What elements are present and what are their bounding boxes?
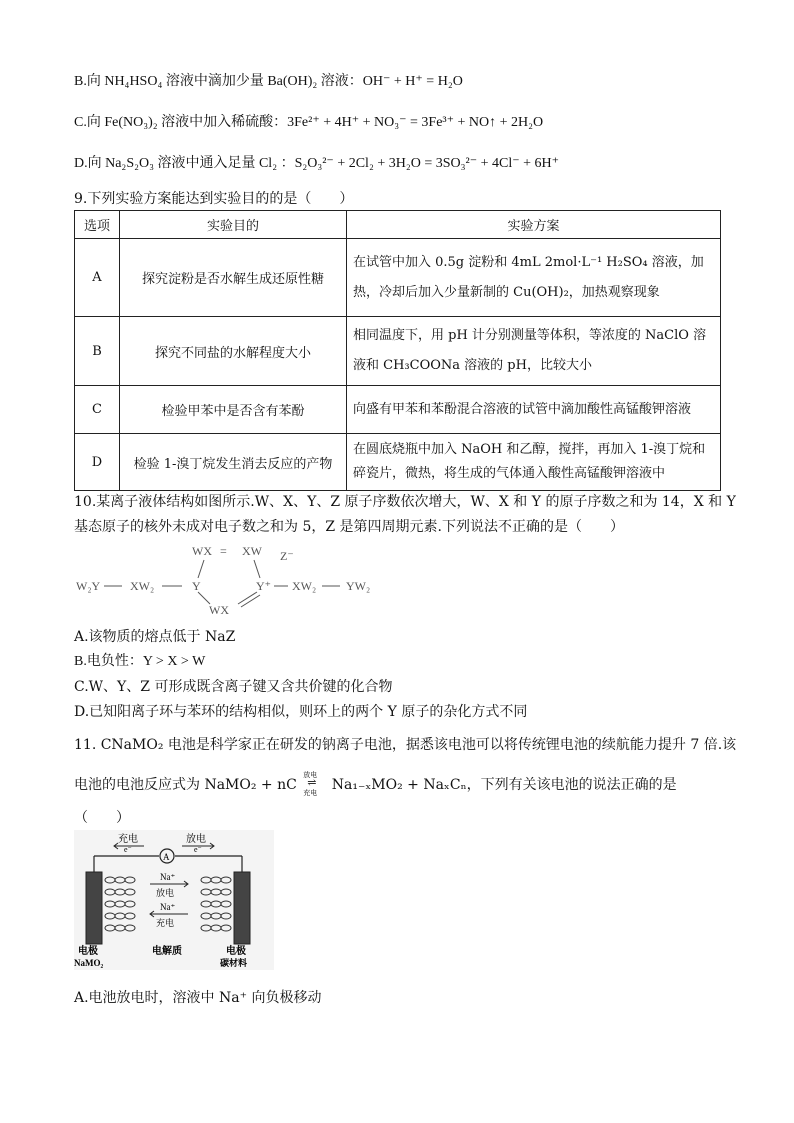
q10-option-d: D.已知阳离子环与苯环的结构相似，则环上的两个 Y 原子的杂化方式不同 xyxy=(74,704,528,720)
q11-stem-line3: （ ） xyxy=(74,810,130,826)
right-electrode-plate xyxy=(234,872,250,944)
arrow-label-discharge: 放电 xyxy=(303,771,318,779)
left-electrode-label: 电极 xyxy=(78,946,98,957)
electrolyte-label: 电解质 xyxy=(152,946,182,957)
row-option: B xyxy=(75,317,120,386)
q8-option-d: D.向 Na₂S₂O₃ 溶液中通入足量 Cl₂ ：S₂O₃²⁻ + 2Cl₂ + 3H₂O = 3SO₃²⁻ + 4Cl⁻ + 6H⁺ xyxy=(74,156,559,171)
yw2-label: YW₂ xyxy=(346,579,371,593)
row-aim: 检验甲苯中是否含有苯酚 xyxy=(120,386,347,434)
q10-option-c: C.W、Y、Z 可形成既含离子键又含共价键的化合物 xyxy=(74,679,393,695)
table-row xyxy=(75,317,721,386)
xw2-left-label: XW₂ xyxy=(130,579,155,593)
left-electrode-material: NaMO₂ xyxy=(74,958,104,968)
row-aim: 探究不同盐的水解程度大小 xyxy=(120,317,347,386)
na-ion-top: Na⁺ xyxy=(160,872,176,882)
q11-reaction-left: 电池的电池反应式为 NaMO₂ + nC xyxy=(74,777,297,793)
charge-label-top: 充电 xyxy=(118,834,138,845)
q11-option-a: A.电池放电时，溶液中 Na⁺ 向负极移动 xyxy=(74,990,322,1006)
na-ion-bottom: Na⁺ xyxy=(160,902,176,912)
q10-stem-line2: 基态原子的核外未成对电子数之和为 5，Z 是第四周期元素.下列说法不正确的是（ ） xyxy=(74,519,624,535)
anion-z-label: Z⁻ xyxy=(280,549,294,563)
y-cation-label: Y⁺ xyxy=(256,579,271,593)
ammeter-label: A xyxy=(163,852,170,862)
row-aim: 探究淀粉是否水解生成还原性糖 xyxy=(120,239,347,317)
row-option: C xyxy=(75,386,120,434)
electron-label-right: e⁻ xyxy=(194,845,202,854)
double-bond-sign: = xyxy=(220,544,227,558)
q11-reaction-right: Na₁₋ₓMO₂ + NaₓCₙ，下列有关该电池的说法正确的是 xyxy=(331,777,677,793)
row-plan: 相同温度下，用 pH 计分别测量等体积，等浓度的 NaClO 溶液和 CH₃COONa 溶液的 pH，比较大小 xyxy=(347,317,721,386)
left-electrode-plate xyxy=(86,872,102,944)
y-ring-left-label: Y xyxy=(192,579,201,593)
xw2-right-label: XW₂ xyxy=(292,579,317,593)
header-option: 选项 xyxy=(75,211,120,239)
charge-label-middle: 充电 xyxy=(156,918,175,928)
q10-option-b: B.电负性：Y > X > W xyxy=(74,654,206,669)
header-plan: 实验方案 xyxy=(347,211,721,239)
reversible-arrow xyxy=(301,771,327,797)
q8-option-b: B.向 NH₄HSO₄ 溶液中滴加少量 Ba(OH)₂ 溶液：OH⁻ + H⁺ = H₂O xyxy=(74,74,463,89)
discharge-label-top: 放电 xyxy=(186,834,206,845)
q9-stem: 9.下列实验方案能达到实验目的的是（ ） xyxy=(74,191,354,207)
arrow-glyph: ⇌ xyxy=(307,776,317,789)
q10-option-a: A.该物质的熔点低于 NaZ xyxy=(74,629,236,645)
row-option: D xyxy=(75,434,120,491)
row-plan: 向盛有甲苯和苯酚混合溶液的试管中滴加酸性高锰酸钾溶液 xyxy=(347,386,721,434)
table-header-row xyxy=(75,211,721,239)
wx-bottom-label: WX xyxy=(209,603,229,617)
arrow-label-charge: 充电 xyxy=(303,789,318,797)
electron-label-left: e⁻ xyxy=(124,845,132,854)
battery-diagram xyxy=(74,830,274,970)
w2y-label: W₂Y xyxy=(76,579,101,593)
row-option: A xyxy=(75,239,120,317)
row-plan: 在试管中加入 0.5g 淀粉和 4mL 2mol·L⁻¹ H₂SO₄ 溶液，加热，冷却后加入少量新制的 Cu(OH)₂，加热观察现象 xyxy=(347,239,721,317)
row-aim: 检验 1-溴丁烷发生消去反应的产物 xyxy=(120,434,347,491)
table-row xyxy=(75,239,721,317)
q10-stem-line1: 10.某离子液体结构如图所示.W、X、Y、Z 原子序数依次增大，W、X 和 Y 的原子序数之和为 14，X 和 Y xyxy=(74,494,736,510)
xw-top-label: XW xyxy=(242,544,262,558)
right-electrode-material: 碳材料 xyxy=(220,958,248,968)
q11-stem-line2 xyxy=(74,771,677,797)
table-row xyxy=(75,434,721,491)
right-electrode-label: 电极 xyxy=(226,946,246,957)
ionic-liquid-structure xyxy=(74,540,394,620)
q8-option-c: C.向 Fe(NO₃)₂ 溶液中加入稀硫酸：3Fe²⁺ + 4H⁺ + NO₃⁻ = 3Fe³⁺ + NO↑ + 2H₂O xyxy=(74,115,544,130)
experiment-table xyxy=(74,210,721,491)
wx-top-label: WX xyxy=(192,544,212,558)
q11-stem-line1: 11. CNaMO₂ 电池是科学家正在研发的钠离子电池，据悉该电池可以将传统锂电池的续航能力提升 7 倍.该 xyxy=(74,737,737,753)
row-plan: 在圆底烧瓶中加入 NaOH 和乙醇，搅拌，再加入 1-溴丁烷和碎瓷片，微热，将生成的气体通入酸性高锰酸钾溶液中 xyxy=(347,434,721,491)
discharge-label-middle: 放电 xyxy=(156,888,175,898)
table-row xyxy=(75,386,721,434)
header-aim: 实验目的 xyxy=(120,211,347,239)
